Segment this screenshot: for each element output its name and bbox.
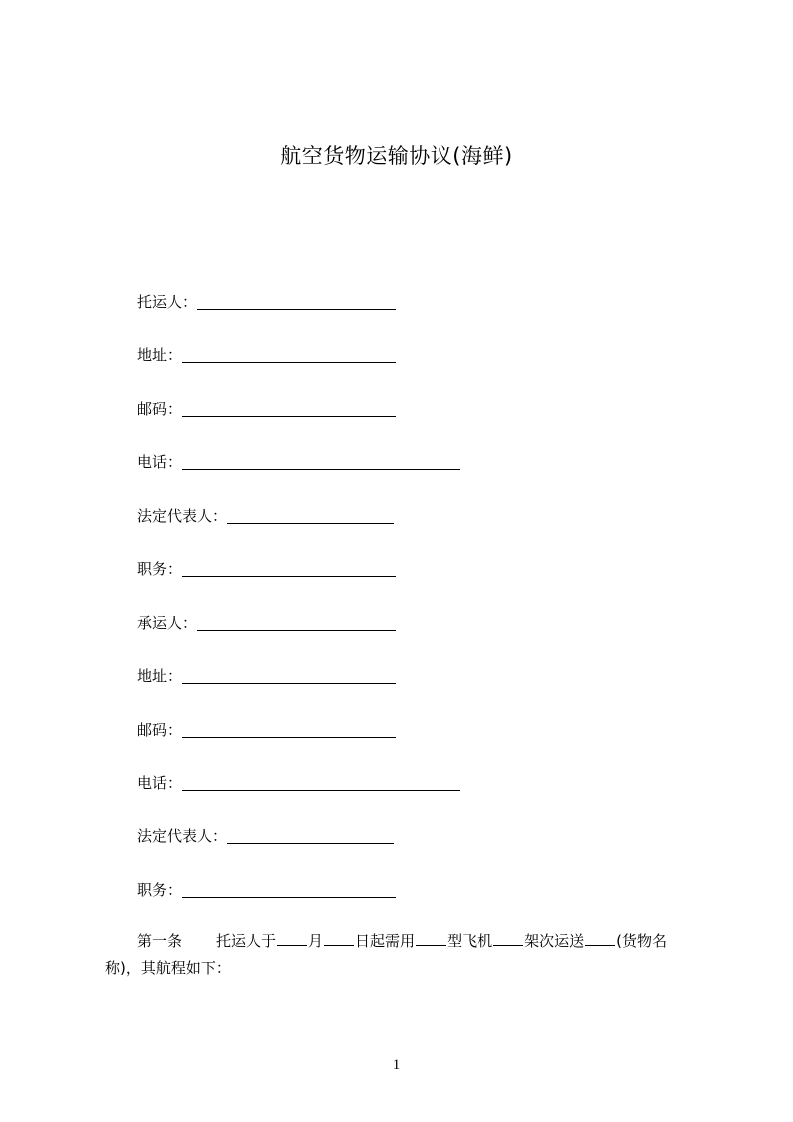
article-1-text-part: (货物名 [616, 932, 667, 950]
shipper-address-label: 地址： [137, 346, 183, 364]
shipper-address-field [137, 343, 396, 365]
carrier-blank-line [197, 613, 396, 631]
day-blank [324, 931, 354, 946]
carrier-label: 承运人： [137, 614, 198, 632]
carrier-position-label: 职务： [137, 881, 183, 899]
article-1-heading: 第一条 [137, 932, 183, 950]
shipper-legal-rep-field [137, 504, 394, 526]
article-1-line-2: 称)，其航程如下： [105, 959, 231, 977]
carrier-legal-rep-label: 法定代表人： [137, 827, 228, 845]
shipper-position-label: 职务： [137, 560, 183, 578]
article-1-text-part: 架次运送 [524, 932, 585, 950]
article-1-text-part: 日起需用 [355, 932, 416, 950]
carrier-position-field [137, 878, 396, 900]
shipper-legal-rep-label: 法定代表人： [137, 507, 228, 525]
shipper-postcode-label: 邮码： [137, 400, 183, 418]
carrier-legal-rep-blank-line [227, 826, 394, 844]
article-1-text-part: 托运人于 [216, 932, 277, 950]
carrier-address-field [137, 664, 396, 686]
carrier-phone-field [137, 771, 460, 793]
cargo-name-blank [585, 931, 615, 946]
shipper-phone-label: 电话： [137, 453, 183, 471]
carrier-field [137, 611, 396, 633]
carrier-postcode-field [137, 718, 396, 740]
month-blank [277, 931, 307, 946]
sorties-blank [493, 931, 523, 946]
shipper-blank-line [197, 292, 396, 310]
carrier-phone-label: 电话： [137, 774, 183, 792]
page-number: 1 [392, 1057, 401, 1073]
aircraft-type-blank [416, 931, 446, 946]
carrier-phone-blank-line [182, 773, 460, 791]
carrier-position-blank-line [182, 880, 396, 898]
carrier-address-blank-line [182, 666, 396, 684]
carrier-postcode-blank-line [182, 720, 396, 738]
carrier-legal-rep-field [137, 824, 394, 846]
shipper-field [137, 290, 396, 312]
shipper-address-blank-line [182, 345, 396, 363]
shipper-postcode-blank-line [182, 399, 396, 417]
shipper-phone-field [137, 450, 460, 472]
shipper-position-field [137, 557, 396, 579]
article-1-paragraph [105, 928, 705, 982]
article-1-text-part: 月 [308, 932, 324, 950]
carrier-postcode-label: 邮码： [137, 721, 183, 739]
shipper-label: 托运人： [137, 293, 198, 311]
shipper-legal-rep-blank-line [227, 506, 394, 524]
article-1-text-part: 型飞机 [447, 932, 493, 950]
document-title: 航空货物运输协议(海鲜) [280, 144, 513, 168]
shipper-postcode-field [137, 397, 396, 419]
carrier-address-label: 地址： [137, 667, 183, 685]
shipper-position-blank-line [182, 559, 396, 577]
shipper-phone-blank-line [182, 452, 460, 470]
